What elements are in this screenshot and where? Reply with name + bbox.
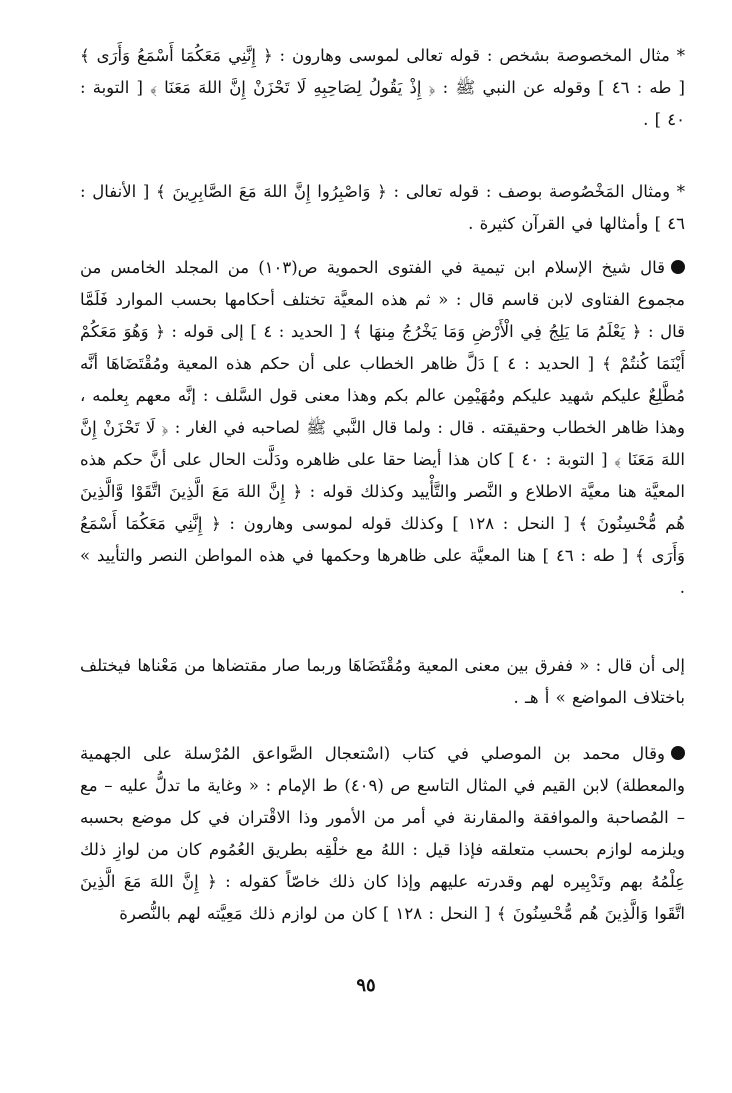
paragraph-continuation — [80, 650, 685, 714]
paragraph-ibn-taymiyyah-quote — [80, 252, 685, 604]
paragraph-text: * ومثال المَخْصُوصة بوصف : قوله تعالى : ﴿ وَاصْبِرُوا إِنَّ اللهَ مَعَ الصَّابِرِينَ ﴾ [ الأنفال : ٤٦ ] وأمثالها في القرآن كثيرة . — [80, 182, 685, 233]
paragraph-wrapper — [80, 738, 685, 930]
paragraph-specific-attribute — [80, 176, 685, 240]
paragraph-mawsili-quote — [80, 738, 685, 930]
paragraph-wrapper — [80, 252, 685, 604]
paragraph-text: وقال محمد بن الموصلي في كتاب (اسْتعجال الصَّواعق المُرْسلة على الجهمية والمعطلة) لابن القيم في المثال التاسع ص (٤٠٩) ط الإمام : « وغاية ما تدلُّ عليه – مع – المُصاحبة والموافقة والمقارنة في أمر من الأمور وذا الاقْتران في كل موضع بحسبه ويلزمه لوازم بحسب متعلقه فإذا قيل : اللهُ مع خلْقِه بطريق العُمُوم كان من لوازِ ذلك عِلْمُهُ بهم وتَدْبِيره لهم وقدرته عليهم وإذا كان ذلك خاصّاً كقوله : ﴿ إِنَّ اللهَ مَعَ الَّذِينَ اتَّقَوا وَالَّذِينَ هُم مُّحْسِنُونَ ﴾ [ النحل : ١٢٨ ] كان من لوازم ذلك مَعِيَّته لهم بالنُّصرة — [80, 744, 685, 923]
paragraph-text: إلى أن قال : « ففرق بين معنى المعية ومُقْتَضَاهَا وربما صار مقتضاها من مَعْناها فيختلف باختلاف المواضع » أ هـ . — [80, 656, 685, 707]
paragraph-text: قال شيخ الإسلام ابن تيمية في الفتوى الحموية ص(١٠٣) من المجلد الخامس من مجموع الفتاوى لابن قاسم قال : « ثم هذه المعيَّة تختلف أحكامها بحسب الموارد فَلَمَّا قال : ﴿ يَعْلَمُ مَا يَلِجُ فِي الْأَرْضِ وَمَا يَخْرُجُ مِنهَا ﴾ [ الحديد : ٤ ] إلى قوله : ﴿ وَهُوَ مَعَكُمْ أَيْنَمَا كُنتُمْ ﴾ [ الحديد : ٤ ] دَلَّ ظاهر الخطاب على أن حكم هذه المعية ومُقْتَضَاهَا أنَّه مُطَّلِعٌ عليكم شهيد عليكم ومُهَيْمِن عالم بكم وهذا معنى قول السَّلف : إنَّه معهم بِعلمه ، وهذا ظاهر الخطاب وحقيقته . قال : ولما قال النَّبي ﷺ لصاحبه في الغار : ﴿ لَا تَحْزَنْ إِنَّ اللهَ مَعَنَا ﴾ [ التوبة : ٤٠ ] كان هذا أيضا حقا على ظاهره ودَلَّت الحال على أنَّ حكم هذه المعيَّة هنا معيَّة الاطلاع و النَّصر والتَّأْييد وكذلك قوله : ﴿ إِنَّ اللهَ مَعَ الَّذِينَ اتَّقَوْا وَّالَّذِينَ هُم مُّحْسِنُونَ ﴾ [ النحل : ١٢٨ ] وكذلك قوله لموسى وهارون : ﴿ إِنَّنِي مَعَكُمَا أَسْمَعُ وَأَرَى ﴾ [ طه : ٤٦ ] هنا المعيَّة على ظاهرها وحكمها في هذه المواطن النصر والتأييد » . — [80, 258, 685, 597]
paragraph-specific-person — [80, 40, 685, 136]
bullet-dot-icon — [671, 260, 685, 274]
page-number: ٩٥ — [356, 975, 376, 996]
bullet-dot-icon — [671, 746, 685, 760]
paragraph-text: * مثال المخصوصة بشخص : قوله تعالى لموسى وهارون : ﴿ إِنَّنِي مَعَكُمَا أَسْمَعُ وَأَرَى ﴾ [ طه : ٤٦ ] وقوله عن النبي ﷺ : ﴿ إِذْ يَقُولُ لِصَاحِبِهِ لَا تَحْزَنْ إِنَّ اللهَ مَعَنَا ﴾ [ التوبة : ٤٠ ] . — [80, 46, 685, 129]
